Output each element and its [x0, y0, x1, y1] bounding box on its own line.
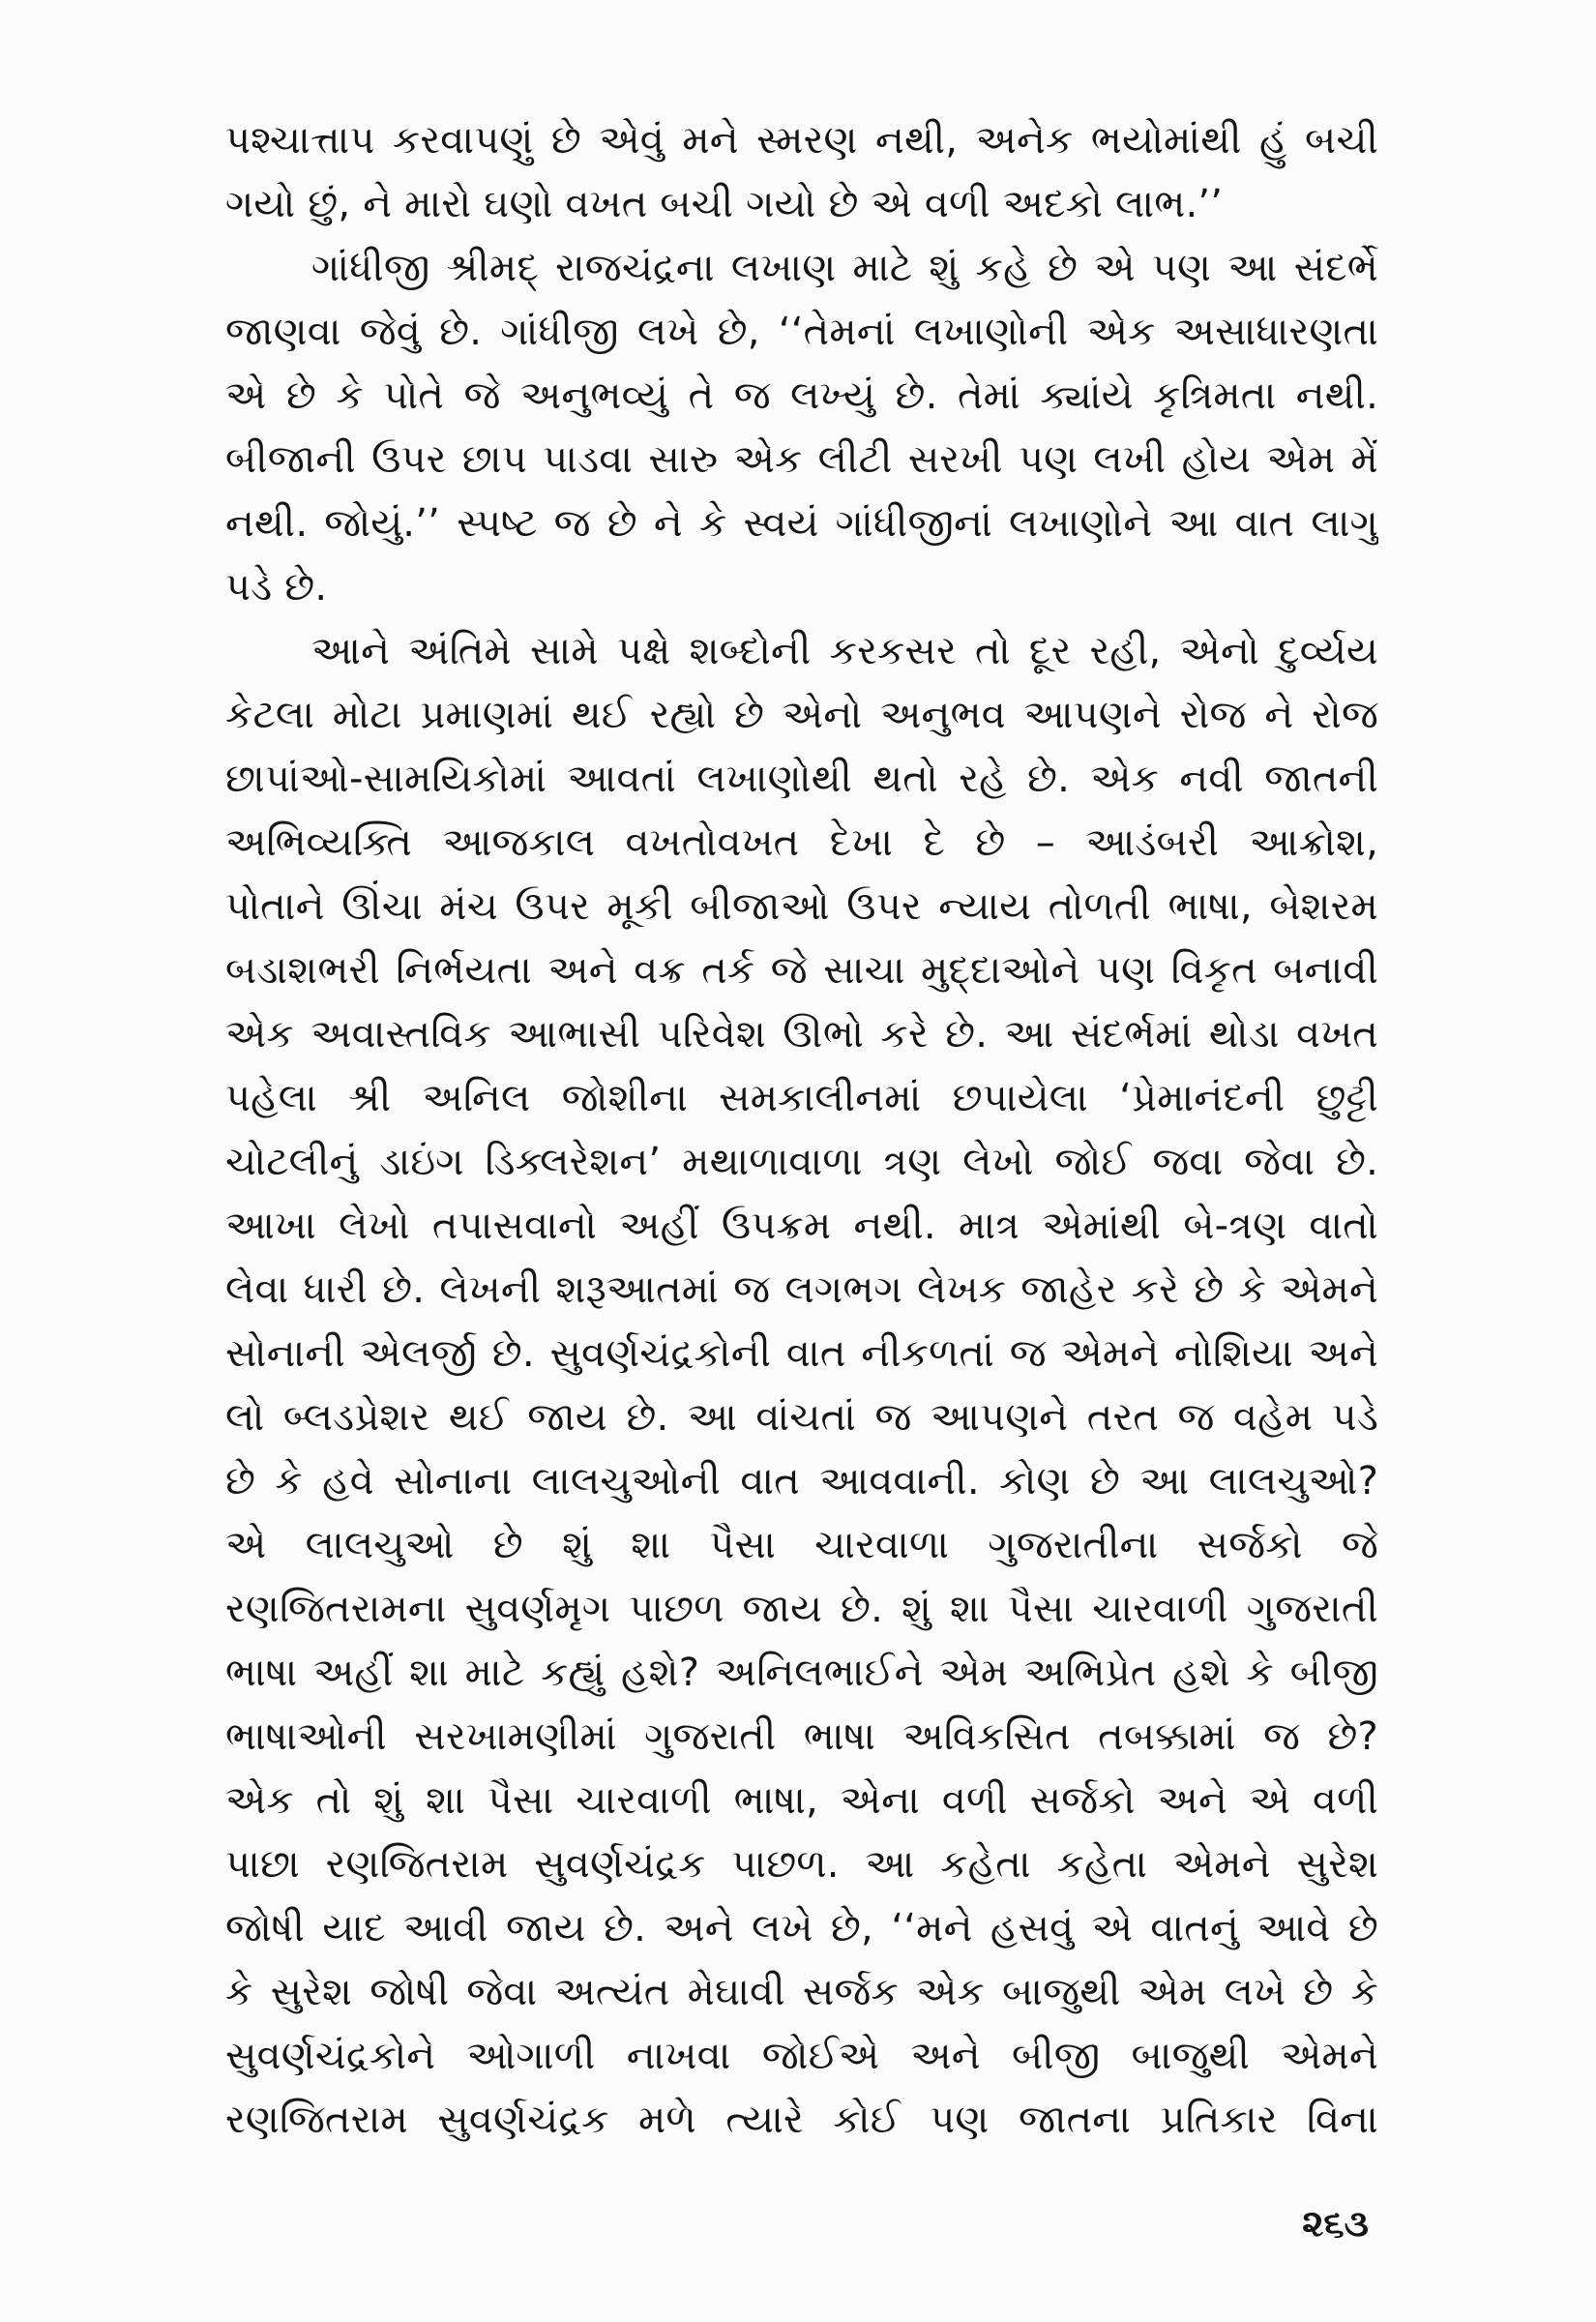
text-line: ભાષા અહીં શા માટે કહ્યું હશે? અનિલભાઈને એમ અભિપ્રેત હશે કે બીજી — [225, 1651, 1378, 1695]
text-line: ગાંધીજી શ્રીમદ્ રાજચંદ્રના લખાણ માટે શું કહે છે એ પણ આ સંદર્ભે — [311, 246, 1378, 290]
text-line: બડાશભરી નિર્ભયતા અને વક્ર તર્ક જે સાચા મુદ્દાઓને પણ વિકૃત બનાવી — [225, 948, 1378, 993]
page-number: ૨૬૩ — [1302, 2202, 1369, 2245]
text-line: આખા લેખો તપાસવાનો અહીં ઉપક્રમ નથી. માત્ર એમાંથી બે-ત્રણ વાતો — [225, 1204, 1378, 1248]
text-line: સુવર્ણચંદ્રકોને ઓગાળી નાખવા જોઈએ અને બીજી બાજુથી એમને — [225, 2034, 1378, 2078]
text-line: એ છે કે પોતે જે અનુભવ્યું તે જ લખ્યું છે. તેમાં ક્યાંયે કૃત્રિમતા નથી. — [225, 373, 1378, 418]
text-line: એક અવાસ્તવિક આભાસી પરિવેશ ઊભો કરે છે. આ સંદર્ભમાં થોડા વખત — [225, 1012, 1378, 1057]
text-line: ગયો છું, ને મારો ઘણો વખત બચી ગયો છે એ વળી અદકો લાભ.’’ — [225, 182, 1224, 226]
text-line: બીજાની ઉપર છાપ પાડવા સારુ એક લીટી સરખી પણ લખી હોય એમ મેં — [225, 437, 1378, 482]
text-line: રણજિતરામ સુવર્ણચંદ્રક મળે ત્યારે કોઈ પણ જાતના પ્રતિકાર વિના — [225, 2098, 1378, 2142]
paragraph — [225, 108, 1378, 236]
text-line: છાપાંઓ-સામયિકોમાં આવતાં લખાણોથી થતો રહે છે. એક નવી જાતની — [225, 757, 1378, 801]
text-line: લો બ્લડપ્રેશર થઈ જાય છે. આ વાંચતાં જ આપણને તરત જ વહેમ પડે — [225, 1395, 1378, 1440]
text-line: કેટલા મોટા પ્રમાણમાં થઈ રહ્યો છે એનો અનુભવ આપણને રોજ ને રોજ — [225, 693, 1378, 737]
text-line: પડે છે. — [225, 565, 328, 610]
text-line: લેવા ધારી છે. લેખની શરૂઆતમાં જ લગભગ લેખક જાહેર કરે છે કે એમને — [225, 1267, 1378, 1312]
text-line: જાણવા જેવું છે. ગાંધીજી લખે છે, ‘‘તેમનાં લખાણોની એક અસાધારણતા — [225, 310, 1378, 354]
text-column — [225, 108, 1378, 2152]
text-line: આને અંતિમે સામે પક્ષે શબ્દોની કરકસર તો દૂર રહી, એનો દુર્વ્યય — [311, 629, 1378, 673]
text-line: અભિવ્યક્તિ આજકાલ વખતોવખત દેખા દે છે – આડંબરી આક્રોશ, — [225, 820, 1378, 865]
text-line: છે કે હવે સોનાના લાલચુઓની વાત આવવાની. કોણ છે આ લાલચુઓ? — [225, 1459, 1378, 1503]
text-line: નથી. જોયું.’’ સ્પષ્ટ જ છે ને કે સ્વયં ગાંધીજીનાં લખાણોને આ વાત લાગુ — [225, 501, 1378, 546]
paragraph — [225, 236, 1378, 619]
text-line: પોતાને ઊંચા મંચ ઉપર મૂકી બીજાઓ ઉપર ન્યાય તોળતી ભાષા, બેશરમ — [225, 884, 1378, 929]
text-line: એક તો શું શા પૈસા ચારવાળી ભાષા, એના વળી સર્જકો અને એ વળી — [225, 1778, 1378, 1823]
text-line: કે સુરેશ જોષી જેવા અત્યંત મેઘાવી સર્જક એક બાજુથી એમ લખે છે કે — [225, 1970, 1378, 2014]
text-line: જોષી યાદ આવી જાય છે. અને લખે છે, ‘‘મને હસવું એ વાતનું આવે છે — [225, 1906, 1378, 1950]
paragraph — [225, 619, 1378, 2152]
text-line: પહેલા શ્રી અનિલ જોશીના સમકાલીનમાં છપાયેલા ‘પ્રેમાનંદની છુટ્ટી — [225, 1076, 1378, 1120]
text-line: પાછા રણજિતરામ સુવર્ણચંદ્રક પાછળ. આ કહેતા કહેતા એમને સુરેશ — [225, 1842, 1378, 1887]
text-line: પશ્ચાત્તાપ કરવાપણું છે એવું મને સ્મરણ નથી, અનેક ભયોમાંથી હું બચી — [225, 118, 1378, 163]
text-line: ભાષાઓની સરખામણીમાં ગુજરાતી ભાષા અવિકસિત તબક્કામાં જ છે? — [225, 1714, 1378, 1759]
text-line: રણજિતરામના સુવર્ણમૃગ પાછળ જાય છે. શું શા પૈસા ચારવાળી ગુજરાતી — [225, 1587, 1378, 1631]
text-line: એ લાલચુઓ છે શું શા પૈસા ચારવાળા ગુજરાતીના સર્જકો જે — [225, 1523, 1378, 1567]
text-line: સોનાની એલર્જી છે. સુવર્ણચંદ્રકોની વાત નીકળતાં જ એમને નોશિયા અને — [225, 1331, 1378, 1376]
text-line: ચોટલીનું ડાઇંગ ડિક્લરેશન’ મથાળાવાળા ત્રણ લેખો જોઈ જવા જેવા છે. — [225, 1140, 1378, 1184]
